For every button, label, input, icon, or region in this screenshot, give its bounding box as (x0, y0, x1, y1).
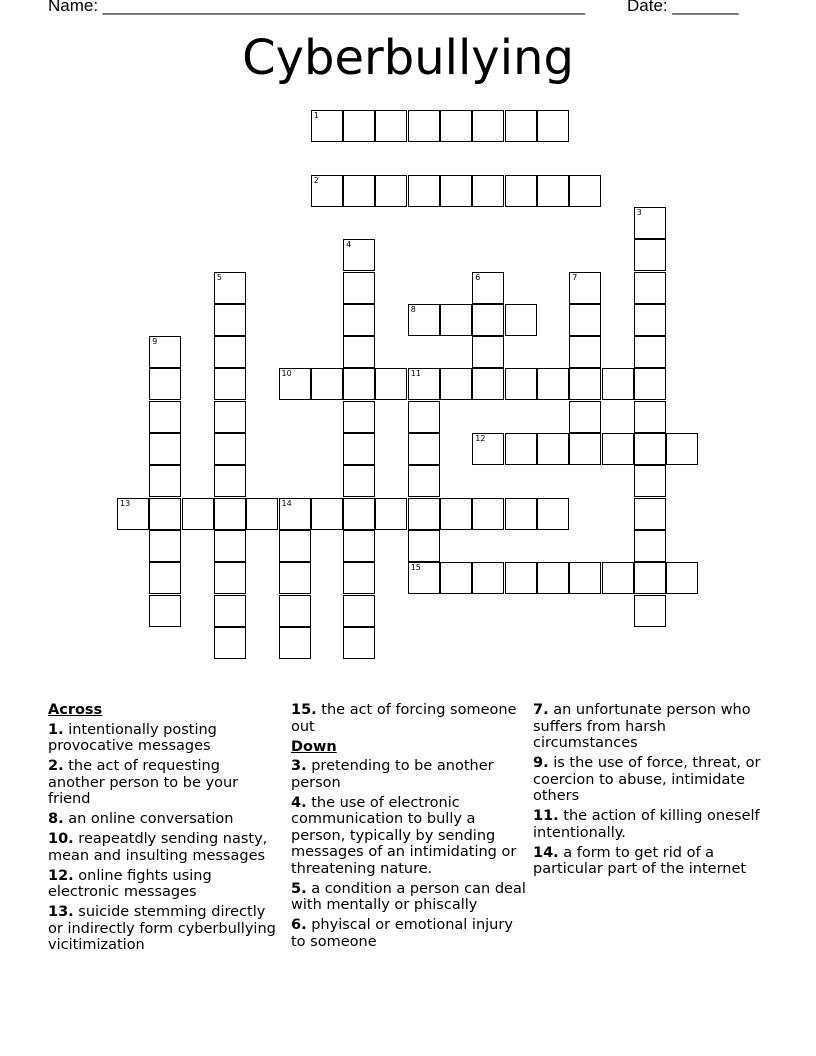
grid-cell[interactable] (569, 401, 601, 433)
grid-cell[interactable] (505, 175, 537, 207)
grid-cell[interactable] (472, 304, 504, 336)
clue-number-label: 3. (291, 758, 307, 774)
grid-cell[interactable] (537, 175, 569, 207)
clue-number-label: 14. (533, 844, 559, 861)
grid-cell[interactable] (440, 175, 472, 207)
grid-cell[interactable] (505, 110, 537, 142)
grid-cell[interactable] (214, 530, 246, 562)
grid-cell[interactable] (343, 401, 375, 433)
clue-item (291, 917, 527, 950)
grid-cell[interactable] (537, 433, 569, 465)
grid-cell[interactable] (408, 401, 440, 433)
grid-cell[interactable] (214, 562, 246, 594)
clue-item (48, 758, 280, 808)
clue-number-label: 12. (48, 867, 74, 884)
grid-cell[interactable] (214, 595, 246, 627)
clue-number-label: 11. (533, 808, 559, 824)
grid-cell[interactable] (408, 530, 440, 562)
clue-number: 3 (636, 207, 642, 217)
grid-cell[interactable] (408, 304, 440, 336)
clue-number: 2 (313, 175, 319, 185)
grid-cell[interactable] (472, 110, 504, 142)
grid-cell[interactable] (634, 562, 666, 594)
grid-cell[interactable] (505, 433, 537, 465)
grid-cell[interactable] (343, 627, 375, 659)
clue-text: is the use of force, threat, or coercion to abuse, intimidate others (533, 755, 761, 804)
grid-cell[interactable] (375, 175, 407, 207)
grid-cell[interactable] (149, 498, 181, 530)
grid-cell[interactable] (602, 562, 634, 594)
clue-number-label: 9. (533, 755, 549, 771)
grid-cell[interactable] (537, 368, 569, 400)
clue-number: 13 (120, 498, 131, 508)
grid-cell[interactable] (472, 336, 504, 368)
grid-cell[interactable] (634, 530, 666, 562)
grid-cell[interactable] (343, 465, 375, 497)
grid-cell[interactable] (311, 368, 343, 400)
grid-cell[interactable] (569, 562, 601, 594)
grid-cell[interactable] (214, 627, 246, 659)
grid-cell[interactable] (375, 110, 407, 142)
clue-item (533, 808, 773, 841)
down-heading: Down (291, 738, 337, 755)
page-title: Cyberbullying (242, 30, 574, 86)
grid-cell[interactable] (569, 368, 601, 400)
clue-number-label: 7. (533, 702, 549, 718)
clue-number-label: 6. (291, 917, 307, 933)
clue-text: phyiscal or emotional injury to someone (291, 917, 513, 950)
clue-number-label: 1. (48, 721, 64, 738)
grid-cell[interactable] (408, 110, 440, 142)
grid-cell[interactable] (440, 304, 472, 336)
grid-cell[interactable] (182, 498, 214, 530)
clue-number-label: 2. (48, 758, 64, 774)
clue-item (533, 702, 773, 752)
grid-cell[interactable] (149, 562, 181, 594)
grid-cell[interactable] (472, 175, 504, 207)
grid-cell[interactable] (666, 562, 698, 594)
clue-item (291, 881, 527, 914)
grid-cell[interactable] (279, 562, 311, 594)
grid-cell[interactable] (343, 595, 375, 627)
grid-cell[interactable] (343, 272, 375, 304)
clue-item (533, 755, 773, 805)
grid-cell[interactable] (569, 433, 601, 465)
clue-number: 10 (281, 369, 292, 379)
clue-number: 8 (410, 304, 416, 314)
clue-number-label: 4. (291, 794, 307, 811)
grid-cell[interactable] (343, 175, 375, 207)
grid-cell[interactable] (537, 110, 569, 142)
clue-number: 7 (572, 272, 578, 282)
grid-cell[interactable] (343, 110, 375, 142)
clue-number-label: 5. (291, 880, 307, 897)
grid-cell[interactable] (375, 498, 407, 530)
grid-cell[interactable] (569, 272, 601, 304)
clue-number: 11 (410, 369, 421, 379)
clue-text: pretending to be another person (291, 758, 494, 791)
grid-cell[interactable] (214, 465, 246, 497)
clue-number-label: 8. (48, 811, 64, 827)
grid-cell[interactable] (472, 498, 504, 530)
grid-cell[interactable] (569, 304, 601, 336)
grid-cell[interactable] (634, 272, 666, 304)
grid-cell[interactable] (440, 110, 472, 142)
grid-cell[interactable] (343, 562, 375, 594)
grid-cell[interactable] (634, 368, 666, 400)
grid-cell[interactable] (505, 304, 537, 336)
clue-number: 9 (152, 337, 158, 347)
grid-cell[interactable] (505, 498, 537, 530)
clue-number-label: 15. (291, 702, 317, 718)
grid-cell[interactable] (214, 498, 246, 530)
clue-item (533, 845, 773, 878)
grid-cell[interactable] (634, 207, 666, 239)
grid-cell[interactable] (472, 272, 504, 304)
grid-cell[interactable] (279, 595, 311, 627)
grid-cell[interactable] (537, 498, 569, 530)
clue-text: the act of forcing someone out (291, 702, 517, 735)
grid-cell[interactable] (311, 498, 343, 530)
clue-text: a condition a person can deal with mentally or phiscally (291, 880, 526, 913)
clue-text: online fights using electronic messages (48, 867, 212, 900)
grid-cell[interactable] (214, 433, 246, 465)
grid-cell[interactable] (472, 433, 504, 465)
clue-item (48, 904, 280, 954)
clue-number: 4 (346, 240, 352, 250)
clue-number: 1 (313, 111, 319, 120)
grid-cell[interactable] (602, 433, 634, 465)
grid-cell[interactable] (343, 304, 375, 336)
grid-cell[interactable] (408, 175, 440, 207)
grid-cell[interactable] (505, 562, 537, 594)
clue-text: the use of electronic communication to bully a person, typically by sending messages of an intimidating or threatening nature. (291, 794, 517, 877)
grid-cell[interactable] (440, 498, 472, 530)
clue-number: 12 (475, 434, 486, 443)
clue-item (291, 758, 527, 791)
clue-number-label: 13. (48, 904, 74, 920)
grid-cell[interactable] (149, 336, 181, 368)
clue-column-3 (533, 702, 773, 881)
clue-item (291, 795, 527, 878)
clue-text: an online conversation (63, 811, 234, 827)
grid-cell[interactable] (343, 530, 375, 562)
grid-cell[interactable] (149, 433, 181, 465)
date-line: Date: _______ (627, 0, 739, 15)
grid-cell[interactable] (634, 595, 666, 627)
grid-cell[interactable] (343, 433, 375, 465)
grid-cell[interactable] (214, 401, 246, 433)
clue-text: the action of killing oneself intentionally. (533, 808, 760, 841)
clue-number: 15 (410, 563, 421, 573)
grid-cell[interactable] (117, 498, 149, 530)
grid-cell[interactable] (149, 530, 181, 562)
grid-cell[interactable] (311, 110, 343, 142)
clue-number: 6 (475, 272, 481, 282)
grid-cell[interactable] (408, 368, 440, 400)
grid-cell[interactable] (343, 239, 375, 271)
grid-cell[interactable] (311, 175, 343, 207)
grid-cell[interactable] (408, 433, 440, 465)
grid-cell[interactable] (634, 401, 666, 433)
across-heading: Across (48, 702, 103, 718)
grid-cell[interactable] (279, 530, 311, 562)
clue-text: the act of requesting another person to be your friend (48, 758, 239, 807)
grid-cell[interactable] (214, 336, 246, 368)
grid-cell[interactable] (246, 498, 278, 530)
grid-cell[interactable] (408, 562, 440, 594)
grid-cell[interactable] (634, 304, 666, 336)
grid-cell[interactable] (408, 498, 440, 530)
grid-cell[interactable] (440, 562, 472, 594)
grid-cell[interactable] (149, 401, 181, 433)
clue-number: 5 (216, 272, 222, 282)
grid-cell[interactable] (537, 562, 569, 594)
clue-column-1 (48, 702, 280, 957)
clue-text: suicide stemming directly or indirectly form cyberbullying vicitimization (48, 904, 276, 953)
grid-cell[interactable] (343, 336, 375, 368)
clue-number: 14 (281, 498, 292, 508)
grid-cell[interactable] (149, 368, 181, 400)
clue-number-label: 10. (48, 831, 74, 847)
clue-column-2 (291, 702, 527, 954)
grid-cell[interactable] (569, 336, 601, 368)
grid-cell[interactable] (214, 304, 246, 336)
grid-cell[interactable] (279, 368, 311, 400)
grid-cell[interactable] (472, 562, 504, 594)
clue-text: an unfortunate person who suffers from harsh circumstances (533, 702, 751, 751)
clue-text: reapeatdly sending nasty, mean and insulting messages (48, 831, 268, 864)
clue-item (48, 722, 280, 755)
grid-cell[interactable] (472, 368, 504, 400)
clue-item (48, 831, 280, 864)
grid-cell[interactable] (634, 239, 666, 271)
grid-cell[interactable] (149, 595, 181, 627)
clue-item (291, 702, 527, 735)
grid-cell[interactable] (214, 272, 246, 304)
grid-cell[interactable] (634, 465, 666, 497)
grid-cell[interactable] (634, 433, 666, 465)
grid-cell[interactable] (279, 498, 311, 530)
grid-cell[interactable] (440, 368, 472, 400)
grid-cell[interactable] (666, 433, 698, 465)
clue-text: a form to get rid of a particular part of the internet (533, 844, 747, 877)
grid-cell[interactable] (214, 368, 246, 400)
grid-cell[interactable] (408, 465, 440, 497)
grid-cell[interactable] (634, 336, 666, 368)
grid-cell[interactable] (279, 627, 311, 659)
grid-cell[interactable] (343, 368, 375, 400)
grid-cell[interactable] (343, 498, 375, 530)
clue-item (48, 868, 280, 901)
clue-text: intentionally posting provocative messages (48, 721, 217, 754)
grid-cell[interactable] (505, 368, 537, 400)
clue-item (48, 811, 280, 828)
grid-cell[interactable] (375, 368, 407, 400)
grid-cell[interactable] (602, 368, 634, 400)
grid-cell[interactable] (634, 498, 666, 530)
grid-cell[interactable] (569, 175, 601, 207)
grid-cell[interactable] (149, 465, 181, 497)
name-line: Name: ___________________________________________________ (48, 0, 585, 15)
